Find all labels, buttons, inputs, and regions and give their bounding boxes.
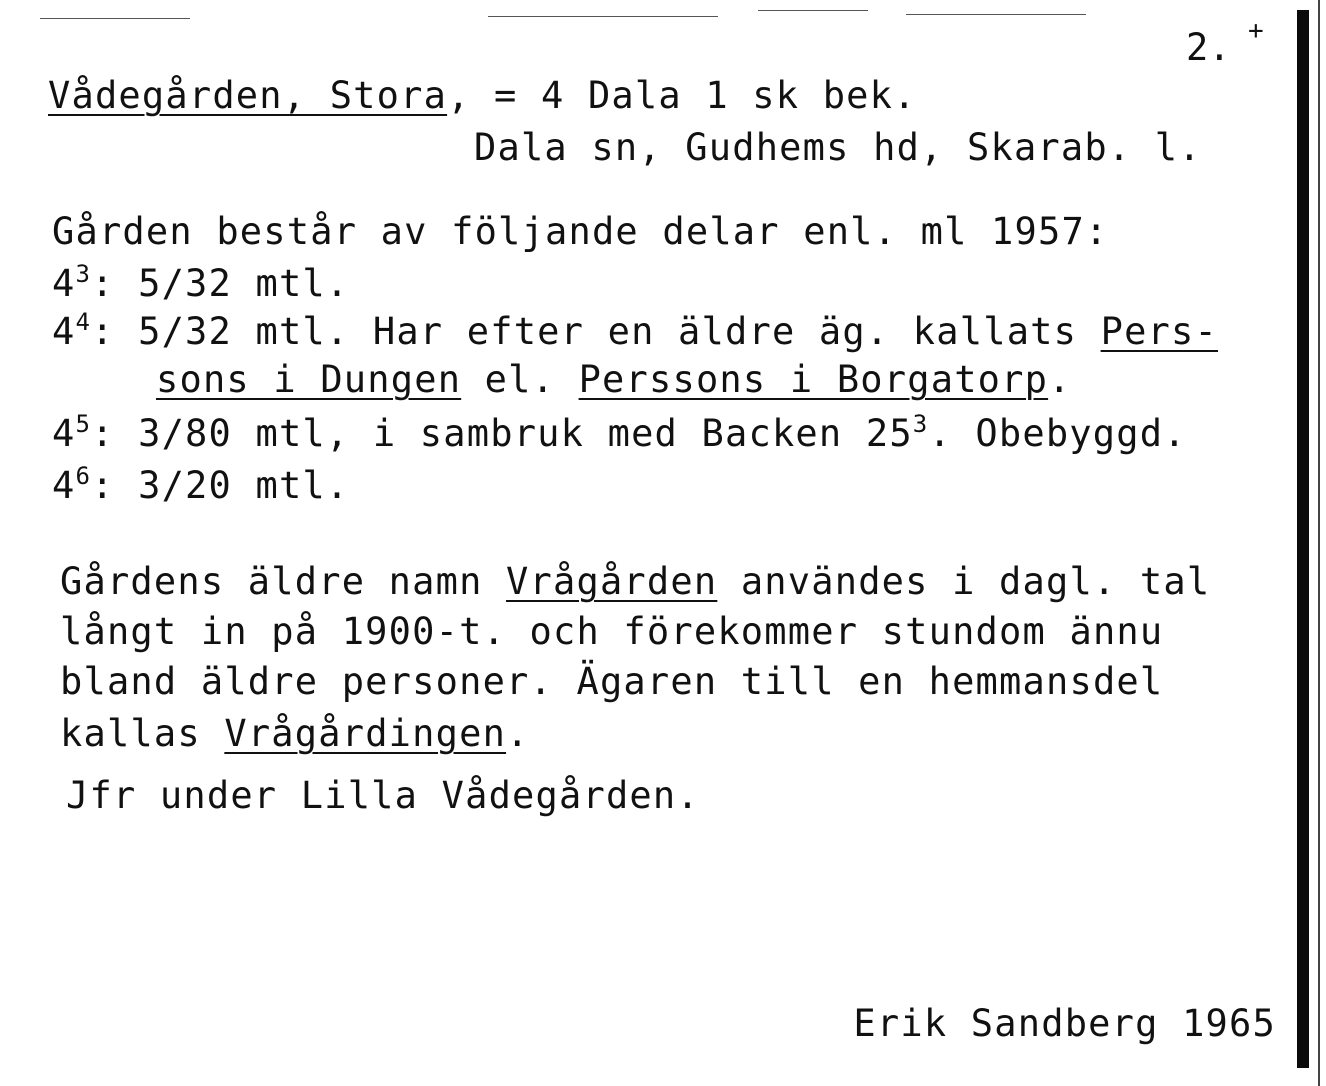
heading-line [48,76,917,116]
paragraph-text: användes i dagl. tal [717,560,1211,603]
part-number: 4 [52,464,76,507]
part-superscript: 4 [75,308,92,336]
alt-name: sons i Dungen [156,358,462,401]
place-name: Vådegården, Stora [48,74,448,117]
scan-dash [758,10,868,11]
part-row [52,410,1187,455]
part-row-continued [156,360,1072,400]
part-text: . [1048,358,1072,401]
alt-name: Perssons i Borgatorp [578,358,1049,401]
heading-rest: , = 4 Dala 1 sk bek. [447,74,917,117]
scan-edge-line [1318,0,1320,1086]
cross-reference: Jfr under Lilla Vådegården. [66,774,700,817]
paragraph-text: . [506,712,530,755]
part-row [52,462,350,507]
plus-mark: + [1248,16,1264,46]
paragraph-line [60,714,530,754]
part-number: 4 [52,412,76,455]
paragraph-text: kallas [60,712,225,755]
part-text: : 3/80 mtl, i sambruk med Backen 25 [91,412,913,455]
part-text: el. [461,358,579,401]
scan-dash [40,18,190,19]
signature: Erik Sandberg 1965 [853,1002,1276,1045]
part-text: : 3/20 mtl. [91,464,350,507]
part-number: 4 [52,310,76,353]
old-name: Vrågården [506,560,718,603]
part-superscript: 6 [75,462,92,490]
owner-name: Vrågårdingen [224,712,507,755]
paragraph-text: Gårdens äldre namn [60,560,507,603]
scan-dash [906,14,1086,15]
part-row [52,308,1218,353]
intro-line: Gården består av följande delar enl. ml 1957: [52,210,1109,253]
location-line: Dala sn, Gudhems hd, Skarab. l. [474,126,1202,169]
part-superscript: 3 [75,260,92,288]
page-number: 2. [1186,26,1231,69]
part-text: : 5/32 mtl. [91,262,350,305]
part-number: 4 [52,262,76,305]
alt-name: Pers- [1100,310,1218,353]
paragraph-line [60,562,1210,602]
paragraph-line: långt in på 1900-t. och förekommer stundom ännu [60,610,1164,653]
part-text: . Obebyggd. [928,412,1187,455]
part-superscript: 5 [75,410,92,438]
part-row [52,260,350,305]
scan-dash [488,16,718,17]
part-superscript: 3 [912,410,929,438]
scan-edge-shadow [1297,10,1309,1068]
part-text: : 5/32 mtl. Har efter en äldre äg. kallats [91,310,1101,353]
paragraph-line: bland äldre personer. Ägaren till en hemmansdel [60,660,1164,703]
